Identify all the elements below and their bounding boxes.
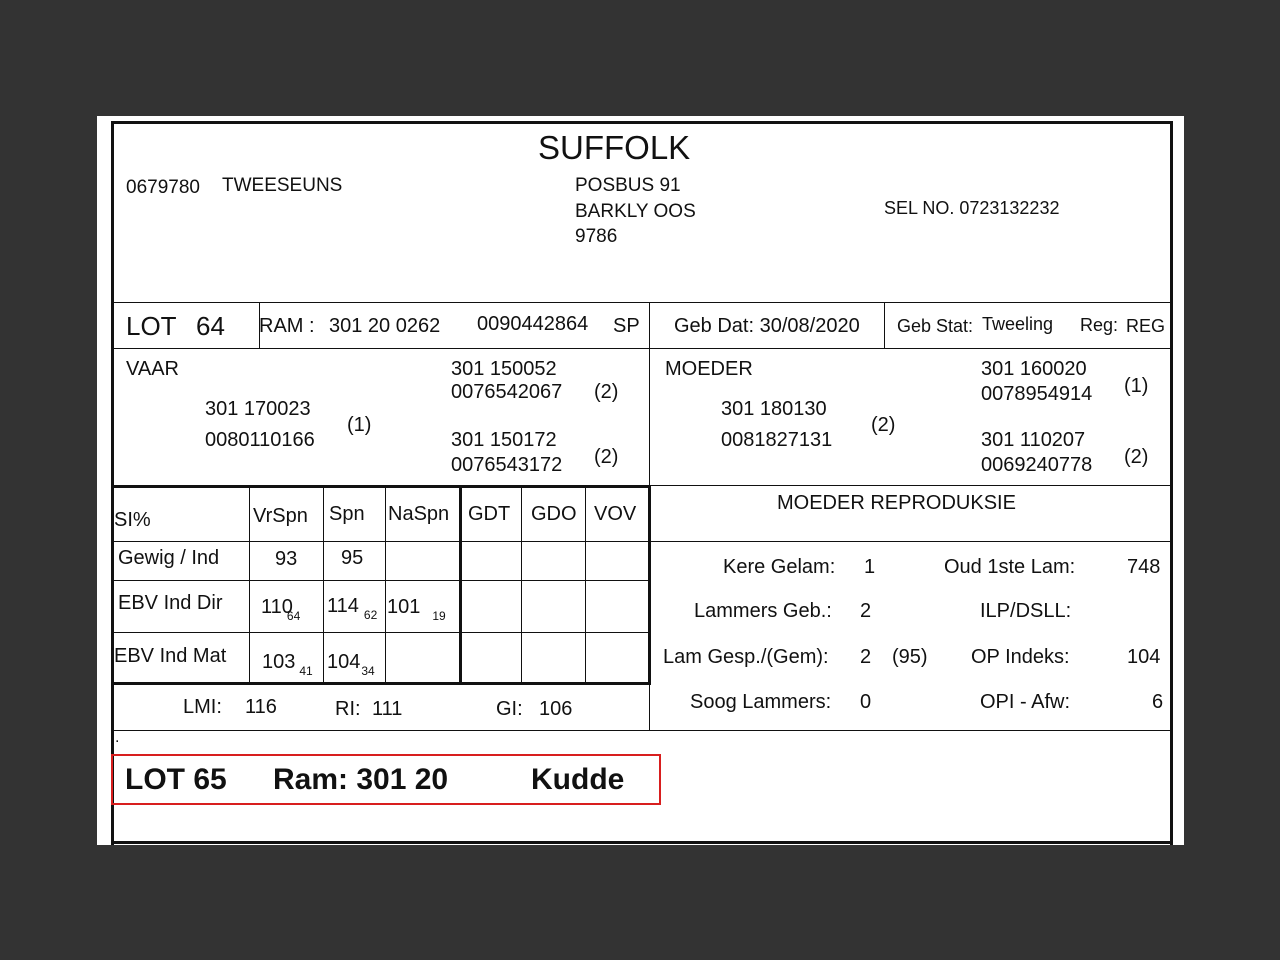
soog-label: Soog Lammers: — [690, 691, 832, 713]
lmi-value: 116 — [245, 696, 277, 718]
dam-dam-id: 301 110207 — [981, 429, 1086, 451]
lmi-label: LMI: — [183, 696, 222, 718]
address-line-3: 9786 — [575, 226, 618, 247]
dam-sire-count: (1) — [1124, 375, 1149, 397]
gewig-vrspn: 93 — [275, 548, 298, 570]
stray-dot: . — [115, 729, 120, 746]
header-spn: Spn — [329, 503, 365, 525]
oud-value: 748 — [1127, 556, 1161, 578]
ebv-mat-spn: $104_{34}$ — [327, 651, 375, 678]
gi-value: 106 — [539, 698, 573, 720]
perf-col-2 — [323, 485, 324, 684]
address-line-1: POSBUS 91 — [575, 175, 681, 196]
perf-row-4 — [114, 682, 649, 685]
sire-dam-reg: 0076543172 — [451, 454, 563, 476]
perf-col-6 — [585, 485, 586, 684]
ri-value: 111 — [372, 698, 403, 720]
header-gdo: GDO — [531, 503, 577, 525]
header-gdt: GDT — [468, 503, 511, 525]
dam-sire-reg: 0078954914 — [981, 383, 1093, 405]
reg-label: Reg: — [1080, 315, 1119, 335]
sire-id: 301 170023 — [205, 398, 311, 420]
owner-number: 0679780 — [126, 177, 200, 198]
dam-dam-reg: 0069240778 — [981, 454, 1093, 476]
repro-title-line — [649, 541, 1170, 542]
header-naspn: NaSpn — [388, 503, 450, 525]
sire-label: VAAR — [126, 358, 179, 380]
gesp-value: 2 — [860, 646, 872, 668]
op-value: 104 — [1127, 646, 1161, 668]
birth-status: Tweeling — [982, 314, 1054, 334]
next-lot-herd: Kudde — [531, 763, 625, 796]
dam-id: 301 180130 — [721, 398, 827, 420]
ilp-label: ILP/DSLL: — [980, 600, 1072, 622]
perf-col-5 — [521, 485, 522, 684]
ebv-mat-vrspn: 103 $_{41}$ — [262, 651, 313, 678]
geb-label: Lammers Geb.: — [694, 600, 832, 622]
index-row-bottom — [114, 730, 1170, 731]
ebv-dir-label: EBV Ind Dir — [118, 592, 223, 614]
header-vrspn: VrSpn — [253, 505, 308, 527]
perf-row-3 — [114, 632, 649, 633]
perf-col-4 — [459, 485, 462, 684]
repro-title: MOEDER REPRODUKSIE — [777, 492, 1016, 514]
lot-card — [97, 116, 1184, 845]
owner-name: TWEESEUNS — [222, 175, 343, 196]
dam-count: (2) — [871, 414, 896, 436]
header-si: SI% — [114, 509, 151, 531]
ebv-mat-label: EBV Ind Mat — [114, 645, 227, 667]
pedigree-bottom-left — [114, 485, 649, 488]
gesp-label: Lam Gesp./(Gem): — [663, 646, 829, 668]
opi-label: OPI - Afw: — [980, 691, 1071, 713]
birth-status-label: Geb Stat: — [897, 316, 974, 336]
lot-divider-3 — [884, 302, 885, 349]
pedigree-bottom-right — [649, 485, 1170, 486]
opi-value: 6 — [1152, 691, 1164, 713]
ram-id: 301 20 0262 — [329, 315, 441, 337]
address-line-2: BARKLY OOS — [575, 201, 696, 222]
op-label: OP Indeks: — [971, 646, 1070, 668]
frame-left — [111, 121, 114, 845]
kere-value: 1 — [864, 556, 876, 578]
birth-date: Geb Dat: 30/08/2020 — [674, 315, 860, 337]
ri-label: RI: — [335, 698, 361, 720]
ebv-dir-spn: 114 $_{62}$ — [327, 595, 378, 622]
sire-count: (1) — [347, 414, 372, 436]
sire-sire-reg: 0076542067 — [451, 381, 563, 403]
gewig-label: Gewig / Ind — [118, 547, 220, 569]
perf-col-1 — [249, 485, 250, 684]
dam-dam-count: (2) — [1124, 446, 1149, 468]
next-lot-ram: Ram: 301 20 — [273, 763, 449, 796]
lot-number: 64 — [196, 311, 225, 341]
ram-label: RAM : — [259, 315, 315, 337]
sire-dam-count: (2) — [594, 446, 619, 468]
breed-title: SUFFOLK — [538, 129, 691, 166]
perf-right-border — [648, 485, 651, 685]
geb-value: 2 — [860, 600, 872, 622]
dam-reg: 0081827131 — [721, 429, 833, 451]
dam-label: MOEDER — [665, 358, 753, 380]
ram-reg-number: 0090442864 — [477, 313, 589, 335]
sire-reg: 0080110166 — [205, 429, 315, 451]
oud-label: Oud 1ste Lam: — [944, 556, 1076, 578]
next-lot-label: LOT 65 — [125, 763, 227, 796]
ebv-dir-naspn: 101 $_{19}$ — [387, 596, 446, 623]
dam-sire-id: 301 160020 — [981, 358, 1087, 380]
soog-value: 0 — [860, 691, 872, 713]
kere-label: Kere Gelam: — [723, 556, 836, 578]
reg-value: REG — [1126, 316, 1166, 336]
frame-top — [111, 121, 1173, 124]
cell-number: SEL NO. 0723132232 — [884, 198, 1060, 218]
breed-code: SP — [613, 315, 640, 337]
lot-label: LOT — [126, 311, 177, 341]
lot-row-top — [114, 302, 1170, 303]
frame-right — [1170, 121, 1173, 845]
sire-dam-id: 301 150172 — [451, 429, 557, 451]
frame-bottom — [111, 841, 1173, 844]
sire-sire-id: 301 150052 — [451, 358, 557, 380]
gi-label: GI: — [496, 698, 523, 720]
perf-row-1 — [114, 541, 649, 542]
perf-row-2 — [114, 580, 649, 581]
gewig-spn: 95 — [341, 547, 364, 569]
sire-sire-count: (2) — [594, 381, 619, 403]
lot-row-bottom — [114, 348, 1170, 349]
gem-value: (95) — [892, 646, 928, 668]
perf-col-3 — [385, 485, 386, 684]
ebv-dir-vrspn: $110_{64}$ — [261, 596, 301, 623]
header-vov: VOV — [594, 503, 637, 525]
